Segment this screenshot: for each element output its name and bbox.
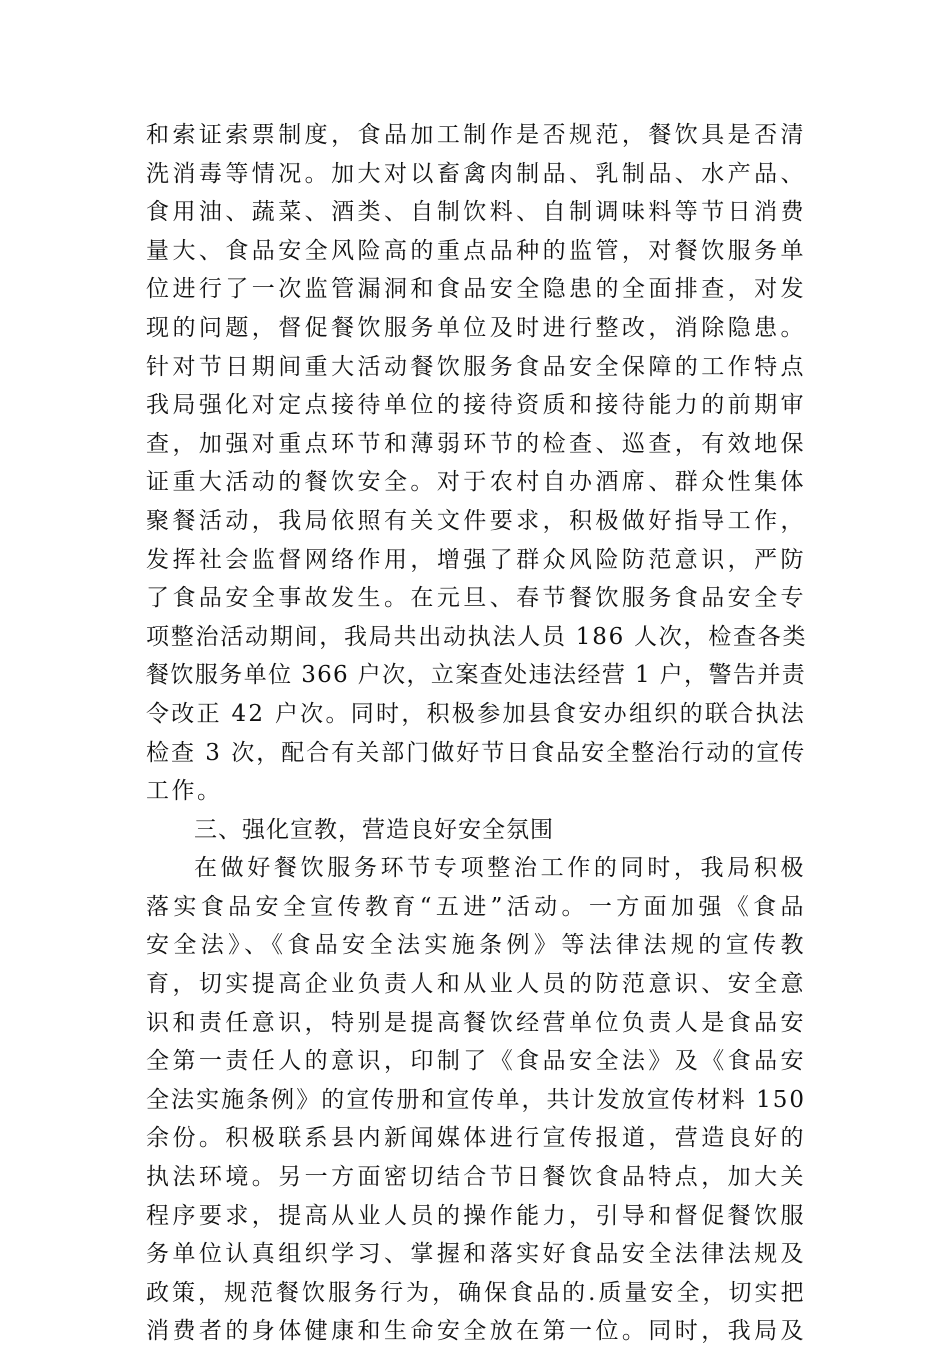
text-line: 务单位认真组织学习、掌握和落实好食品安全法律法规及 [146,1241,806,1268]
text-line: 执法环境。另一方面密切结合节日餐饮食品特点，加大关 [146,1164,806,1191]
text-line: 消费者的身体健康和生命安全放在第一位。同时，我局及 [146,1318,806,1345]
text-line: 检查 3 次，配合有关部门做好节日食品安全整治行动的宣传 [146,739,807,766]
text-line: 查，加强对重点环节和薄弱环节的检查、巡查，有效地保 [146,430,806,457]
text-line: 了食品安全事故发生。在元旦、春节餐饮服务食品安全专 [146,585,806,612]
text-line: 在做好餐饮服务环节专项整治工作的同时，我局积极 [194,855,806,882]
document-body [146,116,806,1351]
text-line: 全第一责任人的意识，印制了《食品安全法》及《食品安 [146,1048,806,1075]
text-line: 落实食品安全宣传教育“五进”活动。一方面加强《食品 [146,893,806,920]
text-line: 育，切实提高企业负责人和从业人员的防范意识、安全意 [146,971,806,998]
text-line: 工作。 [146,778,223,805]
text-line: 全法实施条例》的宣传册和宣传单，共计发放宣传材料 150 [146,1086,806,1113]
text-line: 食用油、蔬菜、酒类、自制饮料、自制调味料等节日消费 [146,199,806,226]
text-line: 现的问题，督促餐饮服务单位及时进行整改，消除隐患。 [146,314,806,341]
text-line: 程序要求，提高从业人员的操作能力，引导和督促餐饮服 [146,1202,806,1229]
text-line: 聚餐活动，我局依照有关文件要求，积极做好指导工作， [146,507,806,534]
text-line: 证重大活动的餐饮安全。对于农村自办酒席、群众性集体 [146,469,806,496]
text-line: 发挥社会监督网络作用，增强了群众风险防范意识，严防 [146,546,806,573]
text-line: 安全法》、《食品安全法实施条例》等法律法规的宣传教 [146,932,806,959]
section-heading: 三、强化宣教，营造良好安全氛围 [194,816,554,843]
text-line: 政策，规范餐饮服务行为，确保食品的.质量安全，切实把 [146,1279,806,1306]
text-line: 餐饮服务单位 366 户次，立案查处违法经营 1 户，警告并责 [146,662,806,689]
text-line: 识和责任意识，特别是提高餐饮经营单位负责人是食品安 [146,1009,806,1036]
paragraph-1 [146,116,806,811]
text-line: 我局强化对定点接待单位的接待资质和接待能力的前期审 [146,392,806,419]
text-line: 位进行了一次监管漏洞和食品安全隐患的全面排查，对发 [146,276,806,303]
text-line: 洗消毒等情况。加大对以畜禽肉制品、乳制品、水产品、 [146,160,806,187]
text-line: 项整治活动期间，我局共出动执法人员 186 人次，检查各类 [146,623,808,650]
text-line: 量大、食品安全风险高的重点品种的监管，对餐饮服务单 [146,237,806,264]
text-line: 和索证索票制度，食品加工制作是否规范，餐饮具是否清 [146,122,806,148]
text-line: 针对节日期间重大活动餐饮服务食品安全保障的工作特点 [146,353,806,380]
text-line: 余份。积极联系县内新闻媒体进行宣传报道，营造良好的 [146,1125,806,1152]
paragraph-2 [146,849,806,1351]
text-line: 令改正 42 户次。同时，积极参加县食安办组织的联合执法 [146,700,806,727]
